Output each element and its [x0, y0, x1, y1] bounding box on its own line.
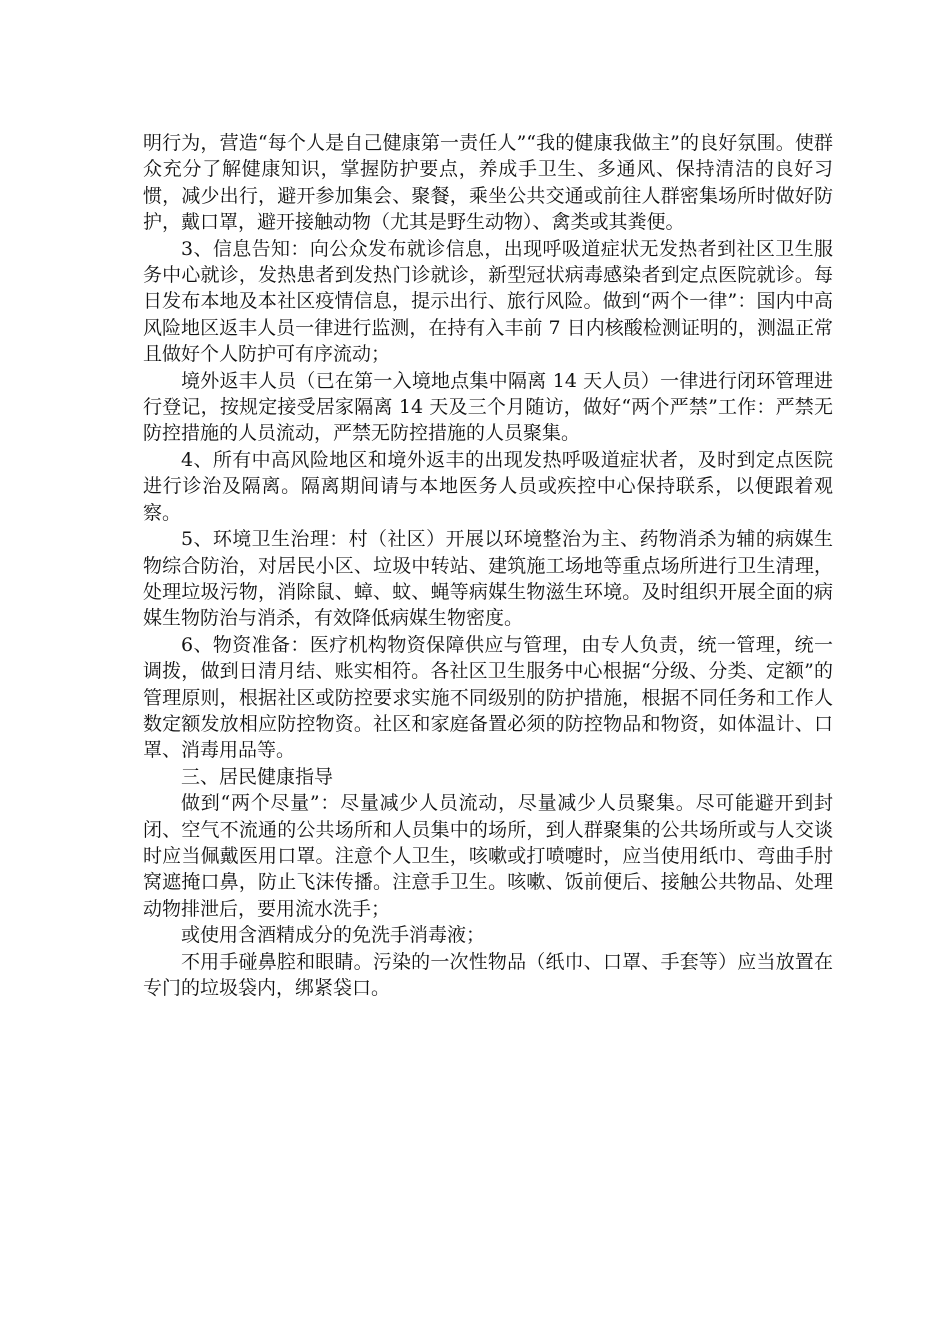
paragraph-continuation: 明行为，营造“每个人是自己健康第一责任人”“我的健康我做主”的良好氛围。使群众充分了解健康知识，掌握防护要点，养成手卫生、多通风、保持清洁的良好习惯，减少出行，避开参加集会、聚餐，乘坐公共交通或前往人群密集场所时做好防护，戴口罩，避开接触动物（尤其是野生动物）、禽类或其粪便。 — [143, 132, 833, 234]
paragraph-info-notice: 3、信息告知：向公众发布就诊信息，出现呼吸道症状无发热者到社区卫生服务中心就诊，发热患者到发热门诊就诊，新型冠状病毒感染者到定点医院就诊。每日发布本地及本社区疫情信息，提示出行、旅行风险。做到“两个一律”：国内中高风险地区返丰人员一律进行监测，在持有入丰前 7 日内核酸检测证明的，测温正常且做好个人防护可有序流动； — [143, 237, 833, 366]
section-heading-resident-guidance: 三、居民健康指导 — [181, 765, 334, 788]
document-page — [143, 130, 833, 1001]
paragraph-two-minimize: 做到“两个尽量”：尽量减少人员流动，尽量减少人员聚集。尽可能避开到封闭、空气不流通的公共场所和人员集中的场所，到人群聚集的公共场所或与人交谈时应当佩戴医用口罩。注意个人卫生，咳嗽或打喷嚏时，应当使用纸巾、弯曲手肘窝遮掩口鼻，防止飞沫传播。注意手卫生。咳嗽、饭前便后、接触公共物品、处理动物排泄后，要用流水洗手； — [143, 792, 833, 920]
paragraph-overseas-returnees: 境外返丰人员（已在第一入境地点集中隔离 14 天人员）一律进行闭环管理进行登记，按规定接受居家隔离 14 天及三个月随访，做好“两个严禁”工作：严禁无防控措施的人员流动，严禁无防控措施的人员聚集。 — [143, 369, 833, 445]
paragraph-hand-sanitizer: 或使用含酒精成分的免洗手消毒液； — [181, 924, 486, 947]
paragraph-supplies: 6、物资准备：医疗机构物资保障供应与管理，由专人负责，统一管理，统一调拨，做到日清月结、账实相符。各社区卫生服务中心根据“分级、分类、定额”的管理原则，根据社区或防控要求实施不同级别的防护措施，根据不同任务和工作人数定额发放相应防控物资。社区和家庭备置必须的防控物品和物资，如体温计、口罩、消毒用品等。 — [143, 633, 833, 762]
paragraph-waste-disposal: 不用手碰鼻腔和眼睛。污染的一次性物品（纸巾、口罩、手套等）应当放置在专门的垃圾袋内，绑紧袋口。 — [143, 950, 833, 999]
paragraph-environment-hygiene: 5、环境卫生治理：村（社区）开展以环境整治为主、药物消杀为辅的病媒生物综合防治，对居民小区、垃圾中转站、建筑施工场地等重点场所进行卫生清理，处理垃圾污物，消除鼠、蟑、蚊、蝇等病媒生物滋生环境。及时组织开展全面的病媒生物防治与消杀，有效降低病媒生物密度。 — [143, 528, 833, 630]
paragraph-fever-treatment: 4、所有中高风险地区和境外返丰的出现发热呼吸道症状者，及时到定点医院进行诊治及隔离。隔离期间请与本地医务人员或疾控中心保持联系，以便跟着观察。 — [143, 448, 833, 524]
